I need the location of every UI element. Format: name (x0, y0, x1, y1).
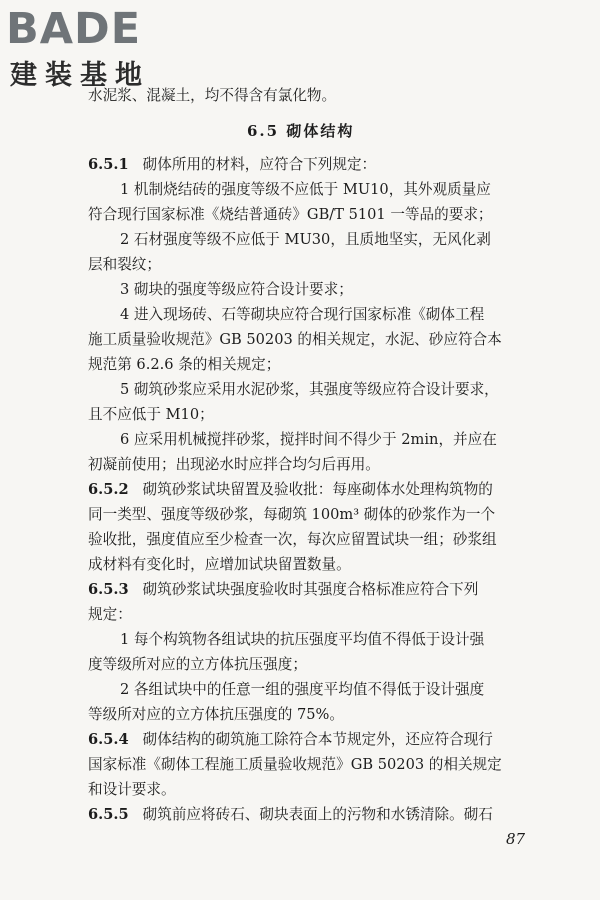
body-line (88, 504, 495, 526)
body-line (120, 429, 497, 451)
clause-number: 6.5.4 (88, 731, 129, 748)
body-line (88, 329, 502, 351)
clause-number: 6.5.3 (88, 581, 129, 598)
line-text: 1 每个构筑物各组试块的抗压强度平均值不得低于设计强 (120, 631, 485, 648)
line-text: 国家标准《砌体工程施工质量验收规范》GB 50203 的相关规定 (88, 756, 502, 773)
body-line (88, 604, 132, 626)
line-text: 水泥浆、混凝土，均不得含有氯化物。 (88, 87, 337, 104)
clause-number: 6.5.2 (88, 481, 129, 498)
body-line (88, 529, 497, 551)
body-line (120, 229, 491, 251)
body-line (120, 279, 353, 301)
clause-line (88, 579, 478, 601)
section-title: 6.5 砌体结构 (247, 122, 355, 140)
body-line (88, 254, 161, 276)
line-text: 层和裂纹； (88, 256, 161, 273)
body-line (120, 629, 484, 651)
logo-subtitle: 建装基地 (10, 60, 150, 91)
body-line (88, 85, 336, 107)
line-text: 等级所对应的立方体抗压强度的 75%。 (88, 706, 344, 723)
clause-line (88, 154, 376, 176)
line-text: 符合现行国家标准《烧结普通砖》GB/T 5101 一等品的要求； (88, 206, 493, 223)
body-line (88, 454, 380, 476)
clause-text: 砌筑前应将砖石、砌块表面上的污物和水锈清除。砌石 (142, 806, 493, 823)
body-line (88, 704, 344, 726)
line-text: 成材料有变化时，应增加试块留置数量。 (88, 556, 351, 573)
clause-text: 砌体结构的砌筑施工除符合本节规定外，还应符合现行 (142, 731, 493, 748)
line-text: 2 石材强度等级不应低于 MU30，且质地坚实，无风化剥 (120, 231, 491, 248)
clause-number: 6.5.1 (88, 156, 129, 173)
clause-text: 砌体所用的材料，应符合下列规定： (142, 156, 377, 173)
line-text: 度等级所对应的立方体抗压强度； (88, 656, 307, 673)
line-text: 规范第 6.2.6 条的相关规定； (88, 356, 281, 373)
line-text: 和设计要求。 (88, 781, 176, 798)
clause-number: 6.5.5 (88, 806, 129, 823)
clause-text: 砌筑砂浆试块强度验收时其强度合格标准应符合下列 (142, 581, 479, 598)
page-number: 87 (506, 830, 526, 848)
body-line (88, 554, 351, 576)
line-text: 4 进入现场砖、石等砌块应符合现行国家标准《砌体工程 (120, 306, 485, 323)
clause-line (88, 729, 493, 751)
line-text: 施工质量验收规范》GB 50203 的相关规定，水泥、砂应符合本 (88, 331, 502, 348)
line-text: 3 砌块的强度等级应符合设计要求； (120, 281, 353, 298)
body-line (88, 779, 176, 801)
line-text: 1 机制烧结砖的强度等级不应低于 MU10，其外观质量应 (120, 181, 491, 198)
body-line (120, 179, 491, 201)
clause-line (88, 479, 493, 501)
body-line (88, 204, 493, 226)
line-text: 同一类型、强度等级砂浆，每砌筑 100m³ 砌体的砂浆作为一个 (88, 506, 496, 523)
body-line (88, 654, 307, 676)
line-text: 且不应低于 M10； (88, 406, 214, 423)
line-text: 规定： (88, 606, 132, 623)
clause-line (88, 804, 493, 826)
line-text: 2 各组试块中的任意一组的强度平均值不得低于设计强度 (120, 681, 485, 698)
body-line (120, 304, 484, 326)
body-line (88, 404, 214, 426)
line-text: 验收批，强度值应至少检查一次，每次应留置试块一组；砂浆组 (88, 531, 497, 548)
body-line (120, 679, 484, 701)
clause-text: 砌筑砂浆试块留置及验收批：每座砌体水处理构筑物的 (142, 481, 493, 498)
logo-mark: BADE (6, 4, 142, 54)
body-line (120, 379, 499, 401)
line-text: 5 砌筑砂浆应采用水泥砂浆，其强度等级应符合设计要求， (120, 381, 499, 398)
line-text: 初凝前使用；出现泌水时应拌合均匀后再用。 (88, 456, 380, 473)
line-text: 6 应采用机械搅拌砂浆，搅拌时间不得少于 2min，并应在 (120, 431, 497, 448)
body-line (88, 754, 502, 776)
body-line (88, 354, 280, 376)
watermark-logo (6, 4, 181, 96)
